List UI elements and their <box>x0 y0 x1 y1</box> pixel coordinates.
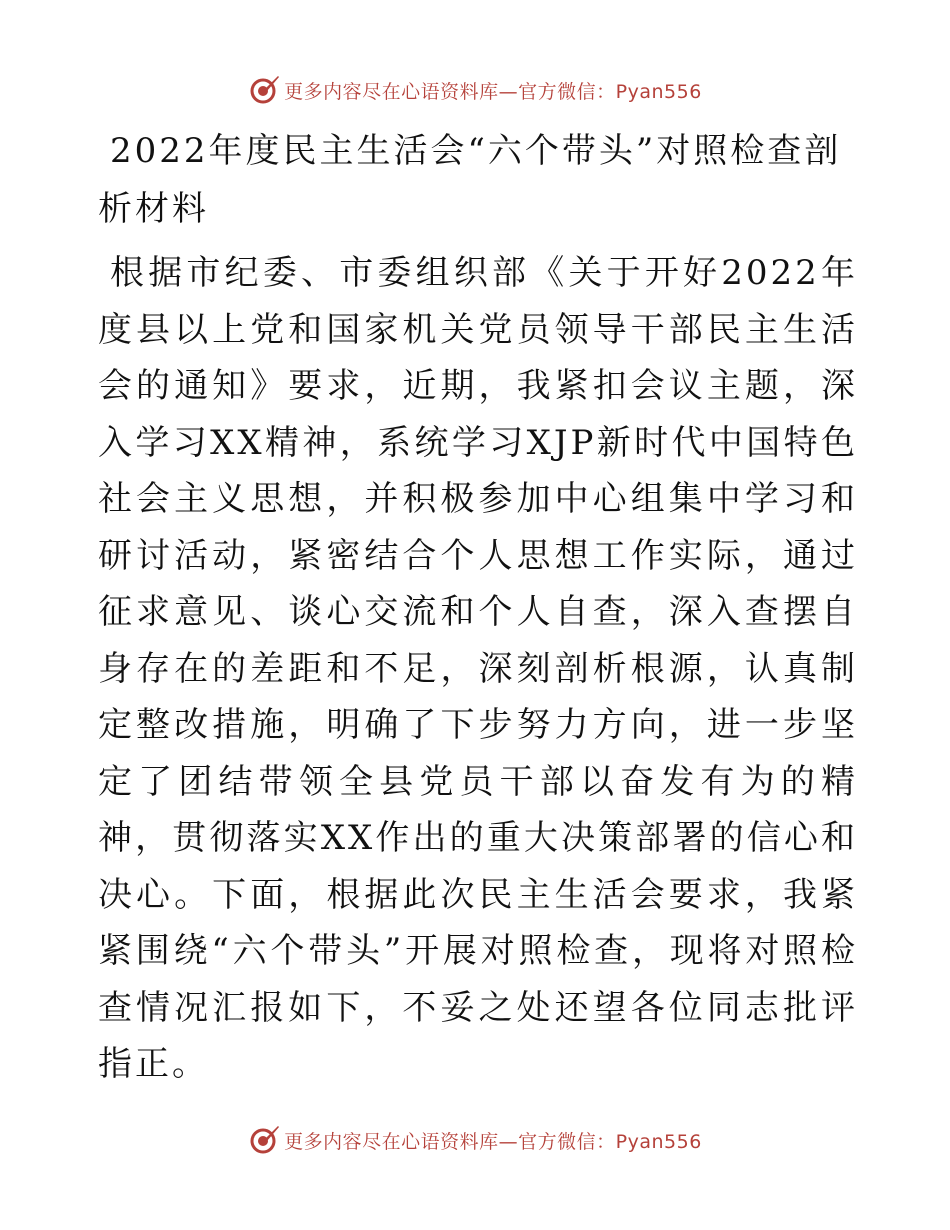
quill-seal-icon <box>248 1124 280 1156</box>
header-watermark-banner <box>0 70 950 110</box>
document-title: 2022年度民主生活会“六个带头”对照检查剖析材料 <box>98 131 842 229</box>
quill-seal-icon <box>248 74 280 106</box>
header-watermark-text: 更多内容尽在心语资料库—官方微信：Pyan556 <box>284 80 702 103</box>
footer-watermark-banner <box>0 1120 950 1160</box>
document-body-paragraph: 根据市纪委、市委组织部《关于开好2022年度县以上党和国家机关党员领导干部民主生活会的通知》要求，近期，我紧扣会议主题，深入学习XX精神，系统学习XJP新时代中国特色社会主义思想，并积极参加中心组集中学习和研讨活动，紧密结合个人思想工作实际，通过征求意见、谈心交流和个人自查，深入查摆自身存在的差距和不足，深刻剖析根源，认真制定整改措施，明确了下步努力方向，进一步坚定了团结带领全县党员干部以奋发有为的精神，贯彻落实XX作出的重大决策部署的信心和决心。下面，根据此次民主生活会要求，我紧紧围绕“六个带头”开展对照检查，现将对照检查情况汇报如下，不妥之处还望各位同志批评指正。 <box>98 253 858 1084</box>
footer-watermark-text: 更多内容尽在心语资料库—官方微信：Pyan556 <box>284 1130 702 1153</box>
